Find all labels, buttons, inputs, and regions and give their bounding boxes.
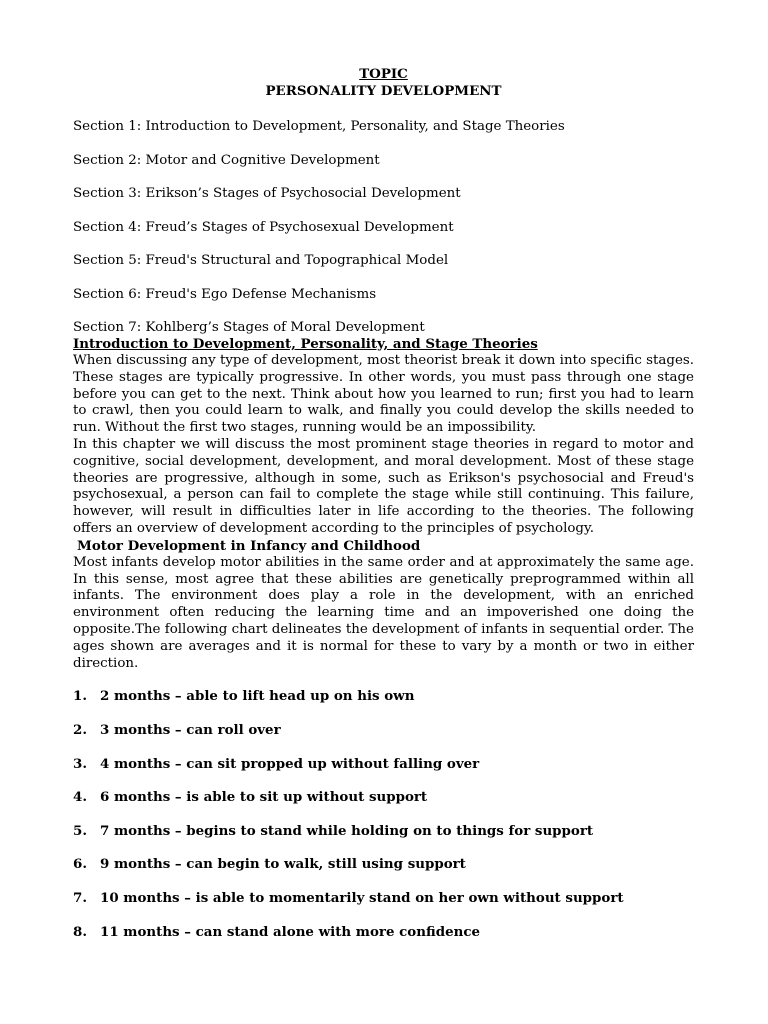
list-item — [73, 890, 694, 907]
document-page — [73, 66, 694, 957]
list-text: 7 months – begins to stand while holding on to things for support — [100, 822, 594, 839]
document-title: PERSONALITY DEVELOPMENT — [265, 83, 502, 99]
motor-heading: Motor Development in Infancy and Childhood — [77, 537, 421, 554]
section-item: Section 4: Freud’s Stages of Psychosexual Development — [73, 219, 454, 235]
list-item — [73, 756, 694, 773]
list-item — [73, 789, 694, 806]
list-text: 4 months – can sit propped up without falling over — [100, 755, 480, 772]
list-text: 11 months – can stand alone with more confidence — [100, 923, 480, 940]
list-number: 3. — [73, 755, 87, 772]
list-text: 3 months – can roll over — [100, 721, 281, 738]
list-item — [73, 688, 694, 705]
list-item — [73, 856, 694, 873]
motor-paragraph: Most infants develop motor abilities in the same order and at approximately the same age. In this sense, most agree that these abilities are genetically preprogrammed within all infants. The environment does play a role in the development, with an enriched environment often reducing the learning time and an impoverished one doing the opposite.The following chart delineates the development of infants in sequential order. The ages shown are averages and it is normal for these to vary by a month or two in either direction. — [73, 554, 694, 671]
section-list — [73, 118, 694, 336]
section-item: Section 6: Freud's Ego Defense Mechanisms — [73, 286, 377, 302]
list-number: 4. — [73, 789, 87, 806]
topic-label: TOPIC — [359, 66, 408, 82]
list-number: 7. — [73, 889, 87, 906]
list-number: 6. — [73, 856, 87, 873]
milestone-list — [73, 688, 694, 940]
list-text: 9 months – can begin to walk, still using support — [100, 856, 466, 873]
section-item: Section 5: Freud's Structural and Topographical Model — [73, 253, 449, 268]
list-item — [73, 924, 694, 941]
list-item — [73, 823, 694, 840]
list-text: 2 months – able to lift head up on his own — [100, 688, 415, 705]
section-item: Section 2: Motor and Cognitive Development — [73, 152, 380, 168]
section-item: Section 3: Erikson’s Stages of Psychosocial Development — [73, 186, 461, 201]
list-number: 1. — [73, 688, 87, 705]
list-number: 2. — [73, 721, 87, 738]
document-header — [73, 66, 694, 100]
section-item: Section 1: Introduction to Development, Personality, and Stage Theories — [73, 119, 565, 134]
section-item: Section 7: Kohlberg’s Stages of Moral Development — [73, 320, 425, 335]
intro-paragraph-2: In this chapter we will discuss the most prominent stage theories in regard to motor and cognitive, social development, development, and moral development. Most of these stage theories are progressive, although in some, such as Erikson's psychosocial and Freud's psychosexual, a person can fail to complete the stage while still continuing. This failure, however, will result in difficulties later in life according to the theories. The following offers an overview of development according to the principles of psychology. — [73, 436, 694, 536]
list-number: 8. — [73, 923, 87, 940]
list-text: 10 months – is able to momentarily stand on her own without support — [100, 889, 624, 906]
intro-paragraph-1: When discussing any type of development, most theorist break it down into specific stages. These stages are typically progressive. In other words, you must pass through one stage before you can get to the next. Think about how you learned to run; first you had to learn to crawl, then you could learn to walk, and finally you could develop the skills needed to run. Without the first two stages, running would be an impossibility. — [73, 353, 694, 436]
list-item — [73, 722, 694, 739]
intro-heading: Introduction to Development, Personality, and Stage Theories — [73, 336, 538, 352]
list-text: 6 months – is able to sit up without support — [100, 789, 428, 806]
list-number: 5. — [73, 822, 87, 839]
